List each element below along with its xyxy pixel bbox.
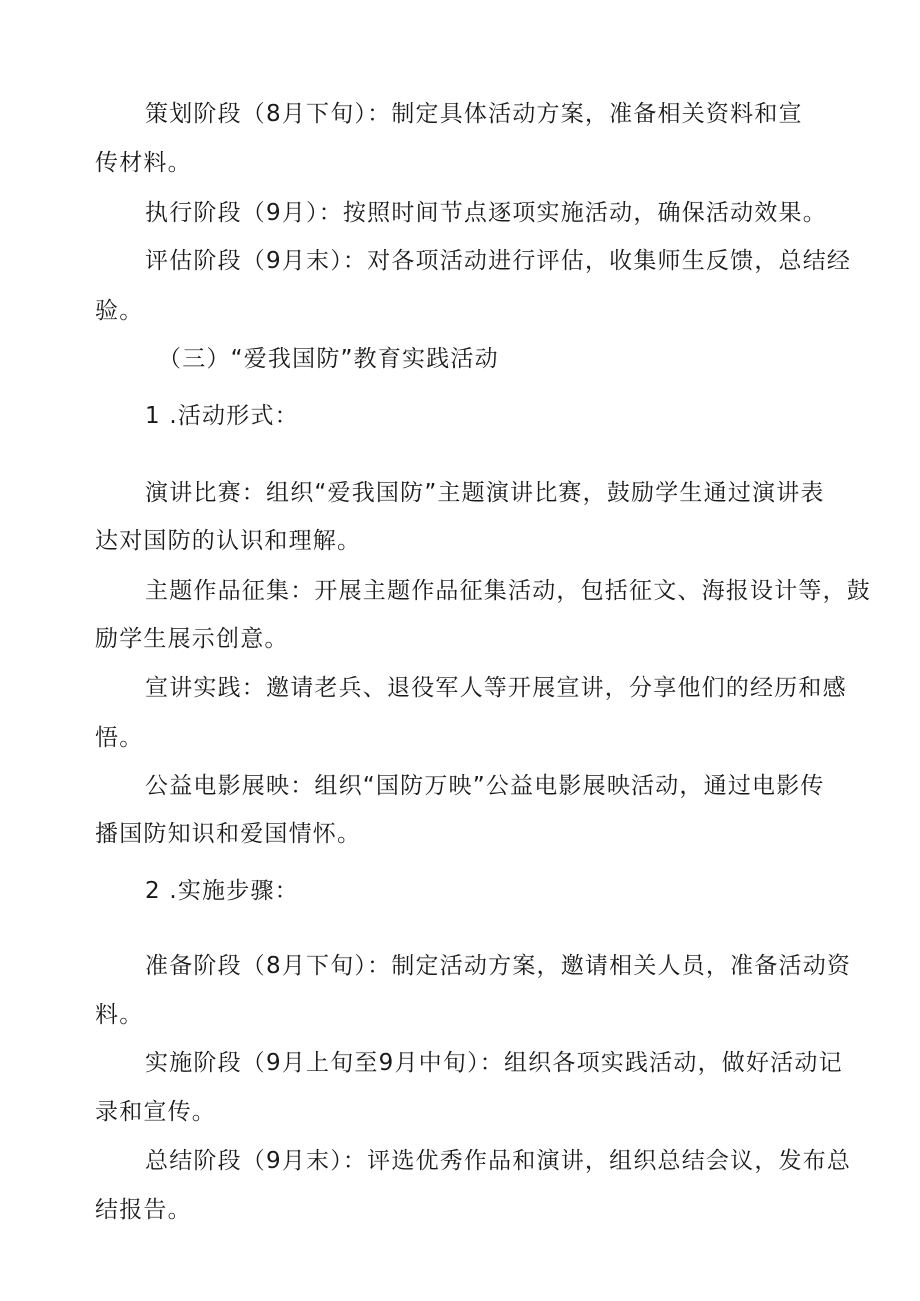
paragraph-lecture-practice-cont: 悟。 bbox=[95, 725, 144, 751]
paragraph-lecture-practice: 宣讲实践：邀请老兵、退役军人等开展宣讲，分享他们的经历和感 bbox=[145, 675, 847, 701]
paragraph-work-collection: 主题作品征集：开展主题作品征集活动，包括征文、海报设计等，鼓 bbox=[145, 578, 871, 604]
paragraph-preparation-stage-cont: 料。 bbox=[95, 1002, 144, 1028]
paragraph-preparation-stage: 准备阶段（8月下旬）：制定活动方案，邀请相关人员，准备活动资 bbox=[145, 953, 852, 979]
paragraph-film-screening: 公益电影展映：组织“国防万映”公益电影展映活动，通过电影传 bbox=[145, 773, 825, 799]
paragraph-work-collection-cont: 励学生展示创意。 bbox=[95, 626, 289, 652]
section-heading-3: （三）“爱我国防”教育实践活动 bbox=[158, 346, 499, 372]
paragraph-summary-stage-cont: 结报告。 bbox=[95, 1197, 192, 1223]
paragraph-speech-contest: 演讲比赛：组织“爱我国防”主题演讲比赛，鼓励学生通过演讲表 bbox=[145, 480, 825, 506]
paragraph-summary-stage: 总结阶段（9月末）：评选优秀作品和演讲，组织总结会议，发布总 bbox=[145, 1148, 852, 1174]
paragraph-evaluation-stage: 评估阶段（9月末）：对各项活动进行评估，收集师生反馈，总结经 bbox=[145, 248, 852, 274]
paragraph-planning-stage: 策划阶段（8月下旬）：制定具体活动方案，准备相关资料和宣 bbox=[145, 101, 803, 127]
paragraph-planning-stage-cont: 传材料。 bbox=[95, 150, 192, 176]
paragraph-evaluation-stage-cont: 验。 bbox=[95, 298, 144, 324]
subheading-implementation-steps: 2 .实施步骤： bbox=[145, 878, 299, 904]
subheading-activity-forms: 1 .活动形式： bbox=[145, 403, 299, 429]
paragraph-execution-stage: 执行阶段（9月）：按照时间节点逐项实施活动，确保活动效果。 bbox=[145, 200, 827, 226]
paragraph-implementation-stage-cont: 录和宣传。 bbox=[95, 1099, 216, 1125]
paragraph-speech-contest-cont: 达对国防的认识和理解。 bbox=[95, 528, 362, 554]
paragraph-implementation-stage: 实施阶段（9月上旬至9月中旬）：组织各项实践活动，做好活动记 bbox=[145, 1050, 843, 1076]
paragraph-film-screening-cont: 播国防知识和爱国情怀。 bbox=[95, 821, 362, 847]
